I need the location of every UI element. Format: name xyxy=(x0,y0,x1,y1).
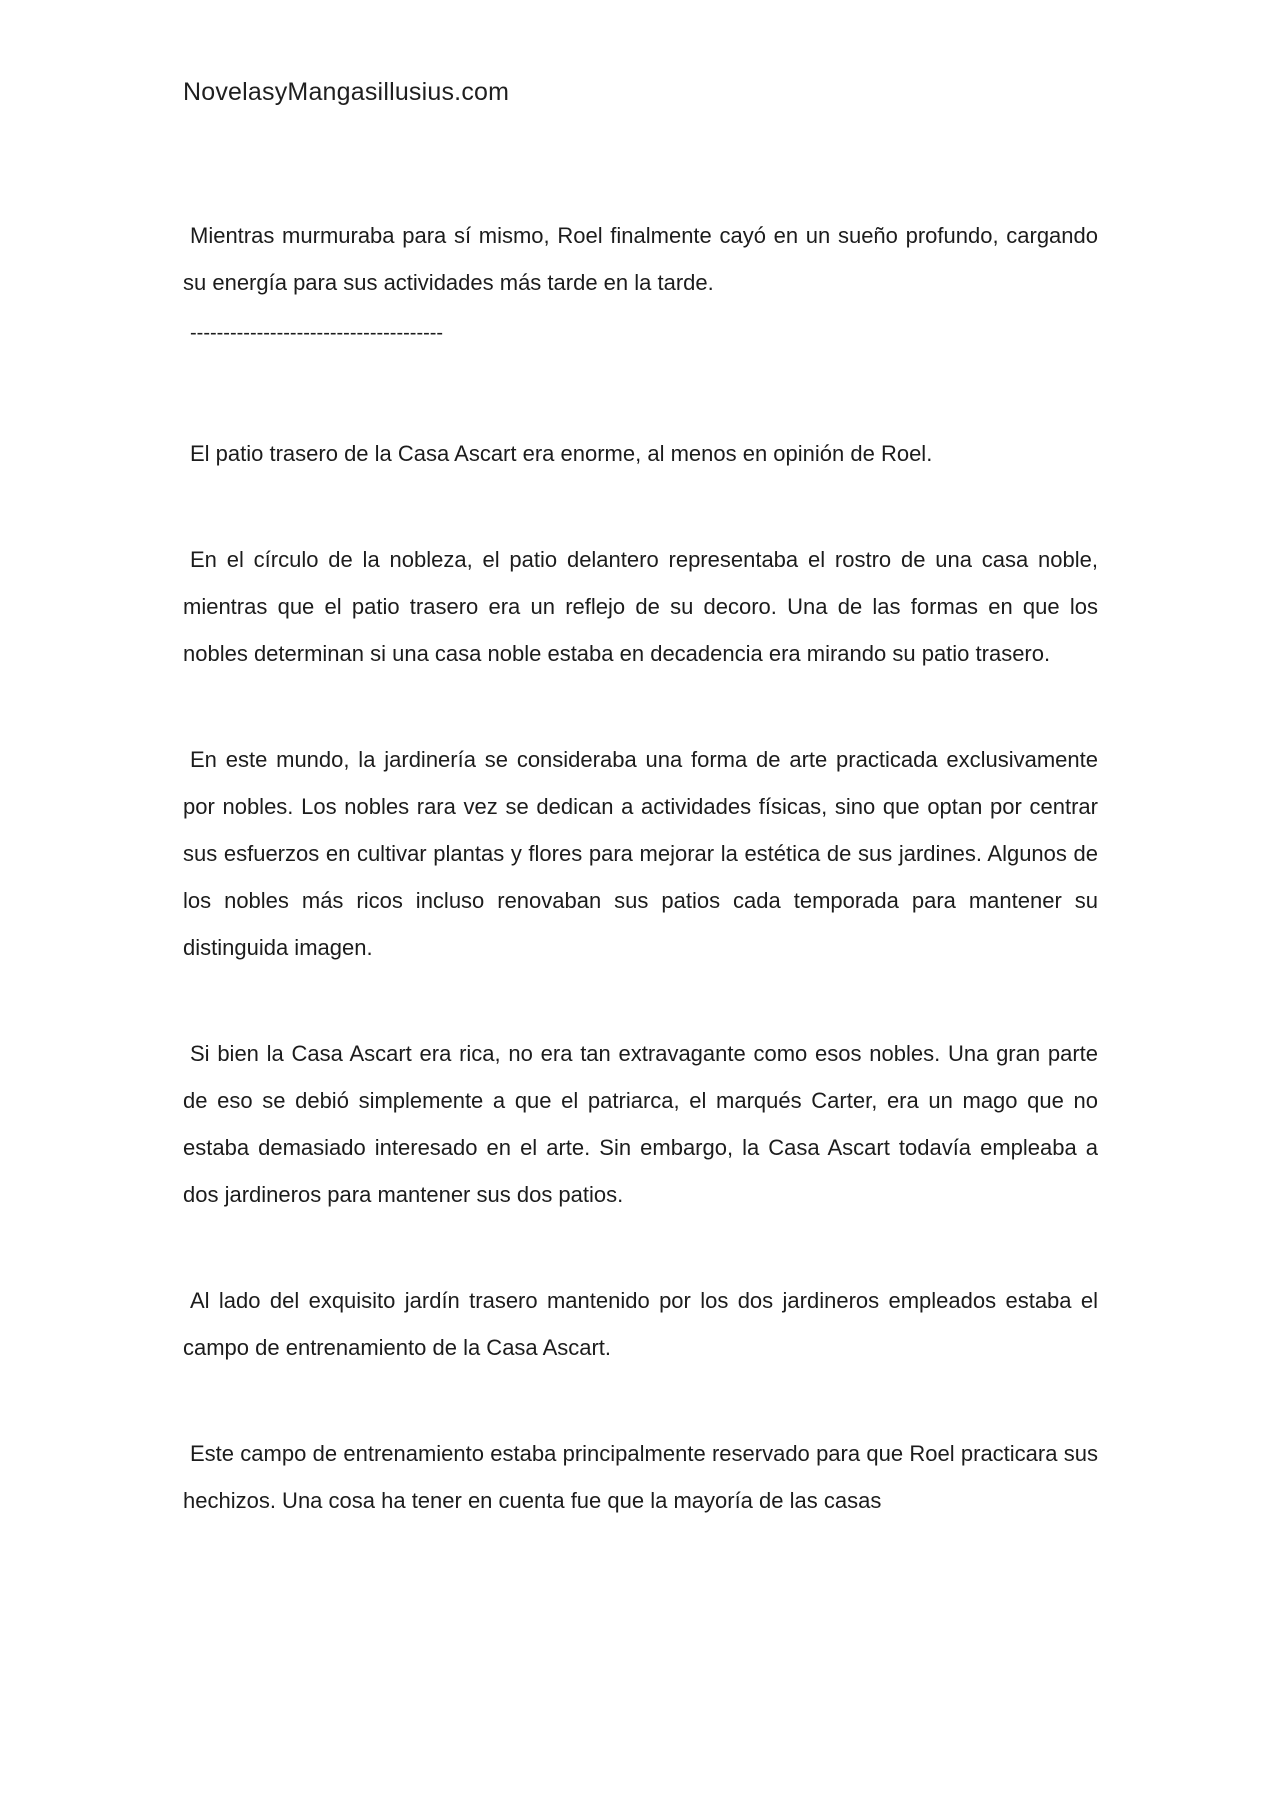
paragraph-5: Si bien la Casa Ascart era rica, no era tan extravagante como esos nobles. Una gran parte de eso se debió simplemente a que el patriarca, el marqués Carter, era un mago que no estaba demasiado interesado en el arte. Sin embargo, la Casa Ascart todavía empleaba a dos jardineros para mantener sus dos patios. xyxy=(183,1041,1098,1207)
section-separator: -------------------------------------- xyxy=(190,322,444,344)
paragraph-2: El patio trasero de la Casa Ascart era enorme, al menos en opinión de Roel. xyxy=(190,441,933,466)
paragraph-4: En este mundo, la jardinería se consideraba una forma de arte practicada exclusivamente por nobles. Los nobles rara vez se dedican a actividades físicas, sino que optan por centrar sus esfuerzos en cultivar plantas y flores para mejorar la estética de sus jardines. Algunos de los nobles más ricos incluso renovaban sus patios cada temporada para mantener su distinguida imagen. xyxy=(183,747,1098,960)
paragraph-6: Al lado del exquisito jardín trasero mantenido por los dos jardineros empleados estaba el campo de entrenamiento de la Casa Ascart. xyxy=(183,1288,1098,1360)
site-header: NovelasyMangasillusius.com xyxy=(183,78,510,106)
paragraph-7: Este campo de entrenamiento estaba principalmente reservado para que Roel practicara sus hechizos. Una cosa ha tener en cuenta fue que la mayoría de las casas xyxy=(183,1441,1098,1513)
paragraph-3: En el círculo de la nobleza, el patio delantero representaba el rostro de una casa noble, mientras que el patio trasero era un reflejo de su decoro. Una de las formas en que los nobles determinan si una casa noble estaba en decadencia era mirando su patio trasero. xyxy=(183,547,1098,666)
document-body xyxy=(183,212,1098,1524)
paragraph-1: Mientras murmuraba para sí mismo, Roel finalmente cayó en un sueño profundo, cargando su energía para sus actividades más tarde en la tarde. xyxy=(183,223,1098,295)
